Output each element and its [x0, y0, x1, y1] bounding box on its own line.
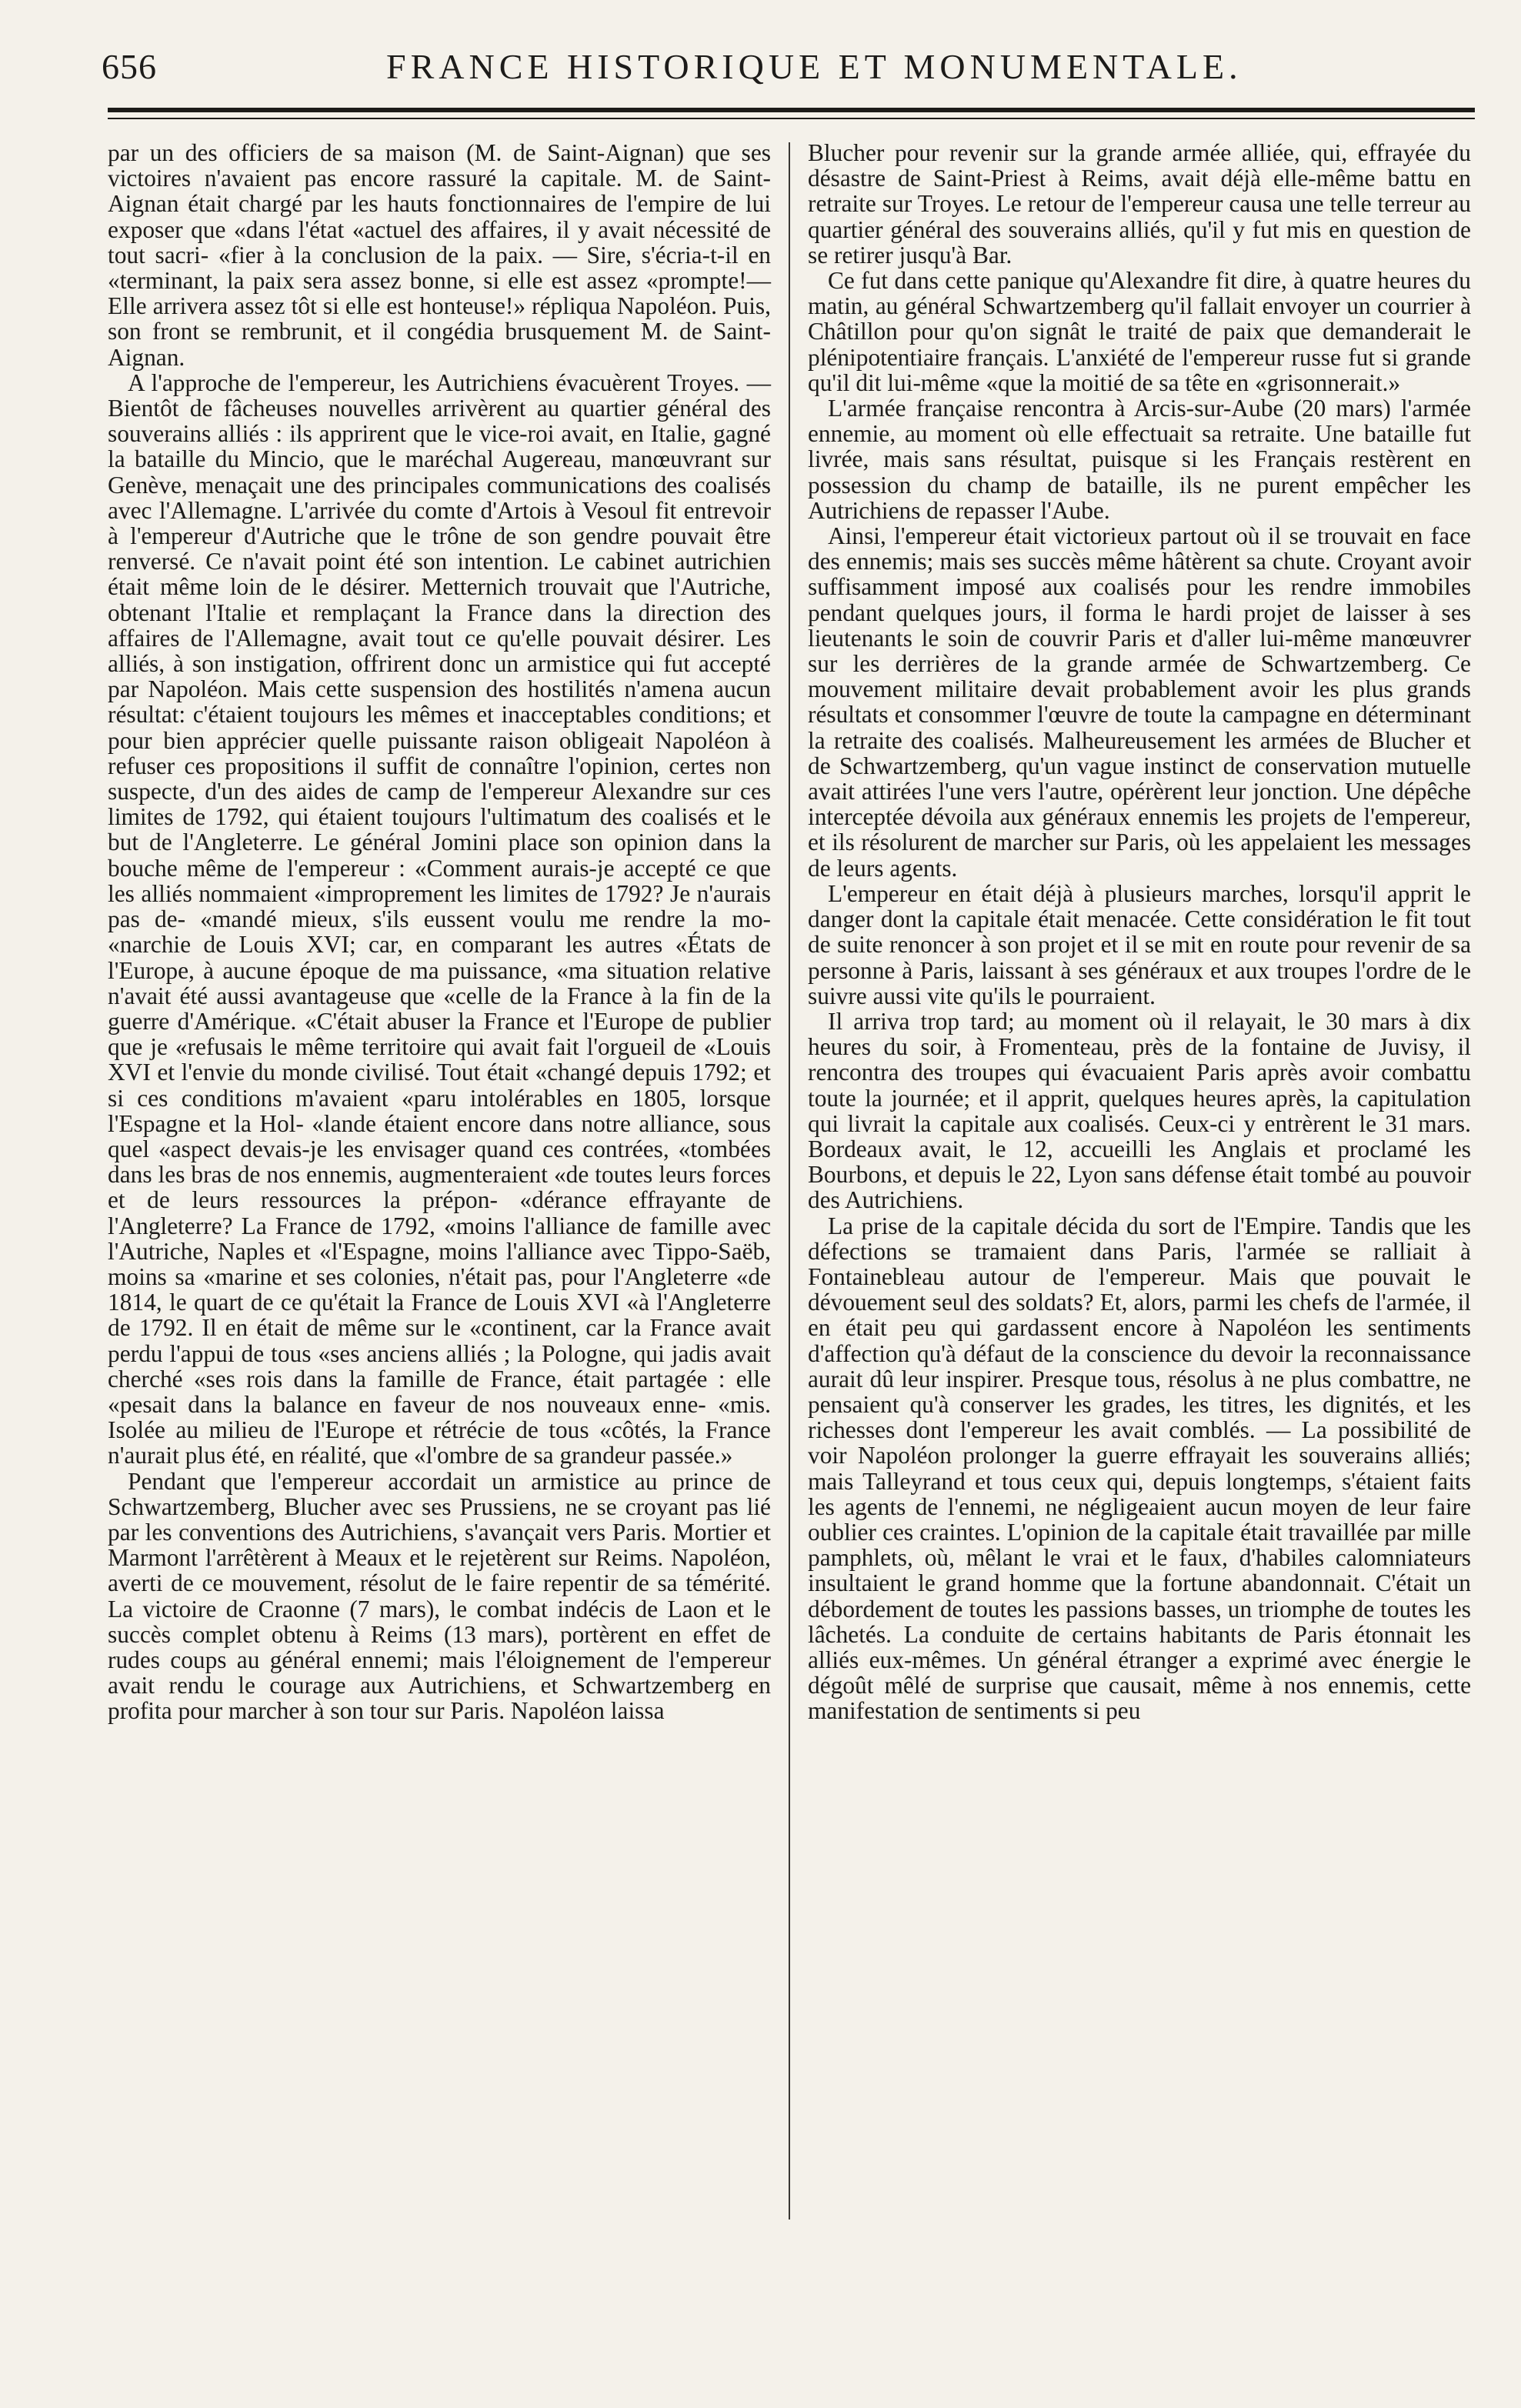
left-column: [108, 140, 771, 1724]
header-rule-thin: [108, 118, 1475, 119]
paragraph: A l'approche de l'empereur, les Autrichiens évacuèrent Troyes. — Bientôt de fâcheuses nouvelles arrivèrent au quartier général des souverains alliés : ils apprirent que le vice-roi avait, en Italie, gagné la bataille du Mincio, que le maréchal Augereau, manœuvrant sur Genève, menaçait une des principales communications des coalisés avec l'Allemagne. L'arrivée du comte d'Artois à Vesoul fit entrevoir à l'empereur d'Autriche que le trône de son gendre pouvait être renversé. Ce n'avait point été son intention. Le cabinet autrichien était même loin de le désirer. Metternich trouvait que l'Autriche, obtenant l'Italie et remplaçant la France dans la direction des affaires de l'Allemagne, avait tout ce qu'elle pouvait désirer. Les alliés, à son instigation, offrirent donc un armistice qui fut accepté par Napoléon. Mais cette suspension des hostilités n'amena aucun résultat: c'étaient toujours les mêmes et inacceptables conditions; et pour bien apprécier quelle puissante raison obligeait Napoléon à refuser ces propositions il suffit de connaître l'opinion, certes non suspecte, d'un des aides de camp de l'empereur Alexandre sur ces limites de 1792, qui étaient toujours l'ultimatum des coalisés et le but de l'Angleterre. Le général Jomini place son opinion dans la bouche même de l'empereur : «Comment aurais-je accepté ce que les alliés nommaient «improprement les limites de 1792? Je n'aurais pas de- «mandé mieux, s'ils eussent voulu me rendre la mo- «narchie de Louis XVI; car, en comparant les autres «États de l'Europe, à aucune époque de ma puissance, «ma situation relative n'avait été aussi avantageuse que «celle de la France à la fin de la guerre d'Amérique. «C'était abuser la France et l'Europe de publier que je «refusais le même territoire qui avait fait l'orgueil de «Louis XVI et l'envie du monde civilisé. Tout était «changé depuis 1792; et si ces conditions m'avaient «paru intolérables en 1805, lorsque l'Espagne et la Hol- «lande étaient encore dans notre alliance, sous quel «aspect devais-je les envisager quand ces contrées, «tombées dans les bras de nos ennemis, augmenteraient «de toutes leurs forces et de leurs ressources la prépon- «dérance effrayante de l'Angleterre? La France de 1792, «moins l'alliance de famille avec l'Autriche, Naples et «l'Espagne, moins l'alliance avec Tippo-Saëb, moins sa «marine et ses colonies, n'était pas, pour l'Angleterre «de 1814, le quart de ce qu'était la France de Louis XVI «à l'Angleterre de 1792. Il en était de même sur le «continent, car la France avait perdu l'appui de tous «ses anciens alliés ; la Pologne, qui jadis avait cherché «ses rois dans la famille de France, était partagée : elle «pesait dans la balance en faveur de nos nouveaux enne- «mis. Isolée au milieu de l'Europe et rétrécie de tous «côtés, la France n'aurait plus été, en réalité, que «l'ombre de sa grandeur passée.»: [108, 369, 771, 1469]
right-column: [808, 140, 1471, 1724]
column-divider: [789, 142, 790, 2220]
paragraph: La prise de la capitale décida du sort de l'Empire. Tandis que les défections se tramaient dans Paris, l'armée se ralliait à Fontainebleau autour de l'empereur. Mais que pouvait le dévouement seul des soldats? Et, alors, parmi les chefs de l'armée, il en était peu qui gardassent encore à Napoléon les sentiments d'affection qu'à défaut de la conscience du devoir la reconnaissance aurait dû leur inspirer. Presque tous, résolus à ne plus combattre, ne pensaient qu'à conserver les grades, les titres, les dignités, et les richesses dont l'empereur les avait comblés. — La possibilité de voir Napoléon prolonger la guerre effrayait les souverains alliés; mais Talleyrand et tous ceux qui, depuis longtemps, s'étaient faits les agents de l'ennemi, ne négligeaient aucun moyen de leur faire oublier ces craintes. L'opinion de la capitale était travaillée par mille pamphlets, où, mêlant le vrai et le faux, d'habiles calomniateurs insultaient le grand homme que la fortune abandonnait. C'était un débordement de toutes les passions basses, un triomphe de toutes les lâchetés. La conduite de certains habitants de Paris étonnait les alliés eux-mêmes. Un général étranger a exprimé avec énergie le dégoût mêlé de surprise que causait, même à nos ennemis, cette manifestation de sentiments si peu: [808, 1212, 1471, 1725]
paragraph: Blucher pour revenir sur la grande armée alliée, qui, effrayée du désastre de Saint-Priest à Reims, avait déjà elle-même battu en retraite sur Troyes. Le retour de l'empereur causa une telle terreur au quartier général des souverains alliés, qu'il y fut mis en question de se retirer jusqu'à Bar.: [808, 139, 1471, 268]
page-number: 656: [102, 47, 157, 86]
page-header: [102, 46, 1479, 92]
paragraph: Ainsi, l'empereur était victorieux partout où il se trouvait en face des ennemis; mais ses succès même hâtèrent sa chute. Croyant avoir suffisamment imposé aux coalisés pour les rendre immobiles pendant quelques jours, il forma le hardi projet de laisser à ses lieutenants le soin de couvrir Paris et d'aller lui-même manœuvrer sur les derrières de la grande armée de Schwartzemberg. Ce mouvement militaire devait probablement avoir les plus grands résultats et consommer l'œuvre de toute la campagne en déterminant la retraite des coalisés. Malheureusement les armées de Blucher et de Schwartzemberg, qu'un vague instinct de conservation mutuelle avait attirées l'une vers l'autre, opérèrent leur jonction. Une dépêche interceptée dévoila aux généraux ennemis les projets de l'empereur, et ils résolurent de marcher sur Paris, où les appelaient les messages de leurs agents.: [808, 522, 1471, 882]
running-title: FRANCE HISTORIQUE ET MONUMENTALE.: [386, 47, 1242, 86]
paragraph: L'armée française rencontra à Arcis-sur-Aube (20 mars) l'armée ennemie, au moment où elle effectuait sa retraite. Une bataille fut livrée, mais sans résultat, puisque si les Français restèrent en possession du champ de bataille, ils ne purent empêcher les Autrichiens de repasser l'Aube.: [808, 395, 1471, 524]
paragraph: Il arriva trop tard; au moment où il relayait, le 30 mars à dix heures du soir, à Fromenteau, près de la fontaine de Juvisy, il rencontra des troupes qui évacuaient Paris après avoir combattu toute la journée; et il apprit, quelques heures après, la capitulation qui livrait la capitale aux coalisés. Ceux-ci y entrèrent le 31 mars. Bordeaux avait, le 12, accueilli les Anglais et proclamé les Bourbons, et depuis le 22, Lyon sans défense était tombé au pouvoir des Autrichiens.: [808, 1007, 1471, 1214]
header-rule: [108, 108, 1475, 112]
paragraph: par un des officiers de sa maison (M. de Saint-Aignan) que ses victoires n'avaient pas encore rassuré la capitale. M. de Saint-Aignan était chargé par les hauts fonctionnaires de l'empire de lui exposer que «dans l'état «actuel des affaires, il y avait nécessité de tout sacri- «fier à la conclusion de la paix. — Sire, s'écria-t-il en «terminant, la paix sera assez bonne, si elle est assez «prompte!—Elle arrivera assez tôt si elle est honteuse!» répliqua Napoléon. Puis, son front se rembrunit, et il congédia brusquement M. de Saint-Aignan.: [108, 139, 771, 371]
paragraph: Ce fut dans cette panique qu'Alexandre fit dire, à quatre heures du matin, au général Schwartzemberg qu'il fallait envoyer un courrier à Châtillon pour qu'on signât le traité de paix que demanderait le plénipotentiaire français. L'anxiété de l'empereur russe fut si grande qu'il dit lui-même «que la moitié de sa tête en «grisonnerait.»: [808, 267, 1471, 396]
paragraph: Pendant que l'empereur accordait un armistice au prince de Schwartzemberg, Blucher avec ses Prussiens, ne se croyant pas lié par les conventions des Autrichiens, s'avançait vers Paris. Mortier et Marmont l'arrêtèrent à Meaux et le rejetèrent sur Reims. Napoléon, averti de ce mouvement, résolut de le faire repentir de sa témérité. La victoire de Craonne (7 mars), le combat indécis de Laon et le succès complet obtenu à Reims (13 mars), portèrent en effet de rudes coups au général ennemi; mais l'éloignement de l'empereur avait rendu le courage aux Autrichiens, et Schwartzemberg en profita pour marcher à son tour sur Paris. Napoléon laissa: [108, 1467, 771, 1725]
paragraph: L'empereur en était déjà à plusieurs marches, lorsqu'il apprit le danger dont la capitale était menacée. Cette considération le fit tout de suite renoncer à son projet et il se mit en route pour revenir de sa personne à Paris, laissant à ses généraux et aux troupes l'ordre de le suivre aussi vite qu'ils le pourraient.: [808, 879, 1471, 1009]
